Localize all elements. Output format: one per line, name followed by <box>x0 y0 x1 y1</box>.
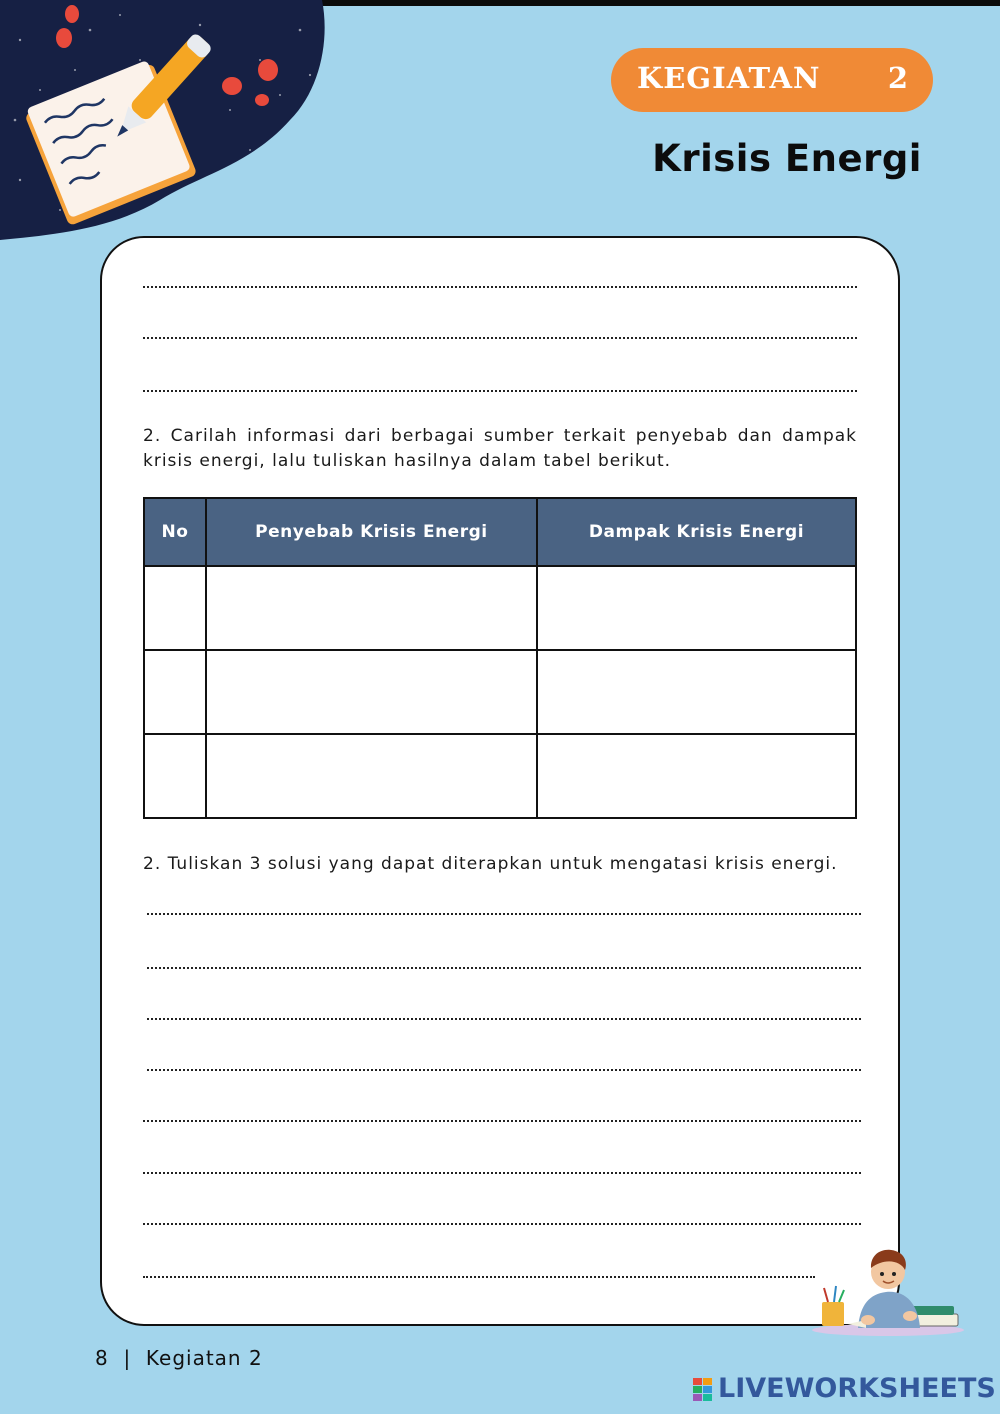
table-cell[interactable] <box>144 734 206 818</box>
answer-line[interactable] <box>143 286 857 288</box>
column-header-no: No <box>144 498 206 566</box>
table-cell[interactable] <box>206 650 537 734</box>
table-cell[interactable] <box>144 566 206 650</box>
answer-line[interactable] <box>147 913 861 915</box>
answer-line[interactable] <box>143 1172 861 1174</box>
table-header-row <box>144 498 856 566</box>
table-cell[interactable] <box>537 734 856 818</box>
brand-name[interactable]: LIVEWORKSHEETS <box>718 1373 996 1404</box>
answer-table <box>143 497 857 819</box>
liveworksheets-logo-icon <box>693 1378 713 1402</box>
answer-line[interactable] <box>147 1069 861 1071</box>
page-footer: 8 | Kegiatan 2 <box>95 1346 263 1370</box>
answer-line[interactable] <box>143 1223 861 1225</box>
table-cell[interactable] <box>144 650 206 734</box>
column-header-impact: Dampak Krisis Energi <box>537 498 856 566</box>
table-row <box>144 566 856 650</box>
column-header-cause: Penyebab Krisis Energi <box>206 498 537 566</box>
answer-line[interactable] <box>143 1276 815 1278</box>
activity-badge <box>611 48 933 112</box>
answer-line[interactable] <box>147 1018 861 1020</box>
table-row <box>144 650 856 734</box>
notebook-pen-icon <box>0 0 330 250</box>
table-row <box>144 734 856 818</box>
answer-line[interactable] <box>143 337 857 339</box>
answer-line[interactable] <box>143 390 857 392</box>
table-cell[interactable] <box>537 566 856 650</box>
page-title: Krisis Energi <box>652 137 922 180</box>
question-1-text: 2. Carilah informasi dari berbagai sumber terkait penyebab dan dampak krisis energi, lalu tuliskan hasilnya dalam tabel berikut. <box>143 426 857 471</box>
badge-number: 2 <box>887 61 909 95</box>
badge-label: KEGIATAN <box>637 61 821 95</box>
answer-line[interactable] <box>143 1120 861 1122</box>
question-2-text: 2. Tuliskan 3 solusi yang dapat diterapkan untuk mengatasi krisis energi. <box>143 854 838 874</box>
table-cell[interactable] <box>537 650 856 734</box>
answer-line[interactable] <box>147 967 861 969</box>
student-writing-icon <box>808 1244 968 1336</box>
table-cell[interactable] <box>206 566 537 650</box>
table-cell[interactable] <box>206 734 537 818</box>
